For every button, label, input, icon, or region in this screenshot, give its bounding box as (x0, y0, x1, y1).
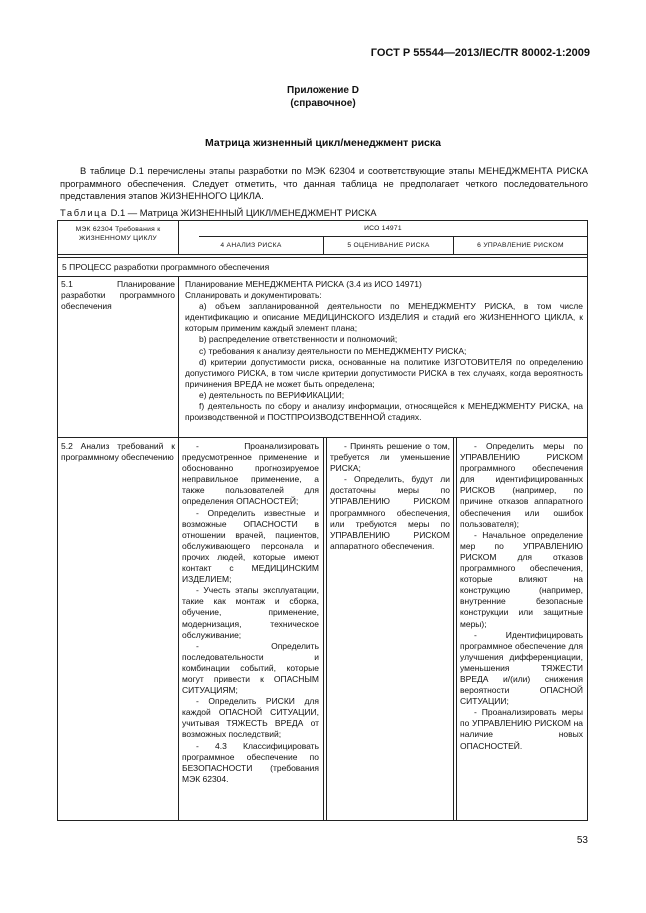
row-5-1-item: с) требования к анализу деятельности по МЕНЕДЖМЕНТУ РИСКА; (199, 345, 467, 356)
standard-number: ГОСТ Р 55544—2013/IEC/TR 80002-1:2009 (370, 47, 590, 59)
control-item: - Определить меры по УПРАВЛЕНИЮ РИСКОМ программного обеспечения для идентифицированных РИСКОВ (например, по причине отказов аппаратного обеспечения или ошибок пользователя); (460, 441, 583, 529)
header-iso-14971: ИСО 14971 (364, 225, 402, 232)
analysis-item: - Учесть этапы эксплуатации, такие как монтаж и сборка, обучение, применение, модернизация, техническое обслуживание; (182, 585, 319, 640)
table-rule (323, 437, 324, 821)
annex-subtitle: (справочное) (290, 98, 356, 109)
evaluation-item: - Определить, будут ли достаточны меры по УПРАВЛЕНИЮ РИСКОМ программного обеспечения, или требуются меры по УПРАВЛЕНИЮ РИСКОМ аппаратного обеспечения. (330, 474, 450, 551)
header-risk-control: 6 УПРАВЛЕНИЕ РИСКОМ (477, 242, 564, 249)
table-rule (456, 437, 457, 821)
analysis-item: - Определить известные и возможные ОПАСНОСТИ в отношении врачей, пациентов, обслуживающего персонала и прочих людей, которые имеют контакт с МЕДИЦИНСКИМ ИЗДЕЛИЕМ; (182, 507, 319, 585)
header-iec-62304: МЭК 62304 Требования к ЖИЗНЕННОМУ ЦИКЛУ (75, 226, 161, 242)
table-caption (60, 207, 377, 218)
row-5-2-label: 5.2 Анализ требований к программному обеспечению (61, 441, 175, 463)
row-5-1-item: а) объем запланированной деятельности по МЕНЕДЖМЕНТУ РИСКА, в том числе идентификацию и описание МЕДИЦИНСКОГО ИЗДЕЛИЯ и стадий его ЖИЗНЕННОГО ЦИКЛА, к которым применим каждый элемент плана; (185, 301, 583, 334)
table-rule (453, 437, 454, 821)
control-item: - Проанализировать меры по УПРАВЛЕНИЮ РИСКОМ на наличие новых ОПАСНОСТЕЙ. (460, 707, 583, 751)
row-5-1-lead: Спланировать и документировать: (185, 290, 322, 301)
lifecycle-risk-matrix-table (57, 220, 588, 821)
control-item: - Начальное определение мер по УПРАВЛЕНИЮ РИСКОМ для отказов программного обеспечения, которые влияют на конструкцию (например, внутренние безопасные конструкции или защитные меры); (460, 529, 583, 629)
analysis-item: - Определить РИСКИ для каждой ОПАСНОЙ СИТУАЦИИ, учитывая ТЯЖЕСТЬ ВРЕДА от возможных последствий; (182, 696, 319, 740)
header-risk-evaluation: 5 ОЦЕНИВАНИЕ РИСКА (347, 242, 430, 249)
table-rule (587, 220, 588, 821)
row-5-1-item: b) распределение ответственности и полномочий; (199, 334, 398, 345)
table-rule (57, 220, 58, 821)
row-5-2-risk-analysis (182, 441, 319, 785)
table-rule (178, 276, 179, 821)
table-rule (199, 236, 588, 237)
section-row-label: 5 ПРОЦЕСС разработки программного обеспечения (62, 262, 270, 272)
table-caption-label: Таблица (60, 207, 108, 218)
table-rule (57, 220, 588, 221)
analysis-item: - Проанализировать предусмотренное применение и обоснованно прогнозируемое неправильное применение, а также пользователей для определения ОПАСНОСТЕЙ; (182, 441, 319, 507)
document-title: Матрица жизненный цикл/менеджмент риска (205, 137, 441, 149)
table-rule (326, 437, 327, 821)
table-caption-text: D.1 — Матрица ЖИЗНЕННЫЙ ЦИКЛ/МЕНЕДЖМЕНТ РИСКА (107, 207, 377, 218)
intro-paragraph: В таблице D.1 перечислены этапы разработки по МЭК 62304 и соответствующие этапы МЕНЕДЖМЕНТА РИСКА программного обеспечения. Следует отметить, что данная таблица не предполагает четкого последовательного представления этапов ЖИЗНЕННОГО ЦИКЛА. (60, 165, 588, 201)
evaluation-item: - Принять решение о том, требуется ли уменьшение РИСКА; (330, 441, 450, 474)
analysis-item: - 4.3 Классифицировать программное обеспечение по БЕЗОПАСНОСТИ (требования МЭК 62304. (182, 740, 319, 784)
row-5-1-item: d) критерии допустимости риска, основанные на политике ИЗГОТОВИТЕЛЯ по определению допустимого РИСКА, в том числе критерии допустимости РИСКА в тех случаях, когда вероятность причинения ВРЕДА не может быть определена; (185, 356, 583, 389)
table-rule (57, 254, 588, 255)
row-5-2-risk-evaluation (330, 441, 450, 552)
row-5-1-item: е) деятельность по ВЕРИФИКАЦИИ; (199, 389, 345, 400)
table-rule (57, 276, 588, 277)
row-5-1-item: f) деятельность по сбору и анализу информации, относящейся к МЕНЕДЖМЕНТУ РИСКА, на производственной и ПОСТПРОИЗВОДСТВЕННОЙ стадиях. (185, 401, 583, 423)
row-5-2-risk-control (460, 441, 583, 752)
row-5-1-content (185, 279, 583, 423)
header-risk-analysis: 4 АНАЛИЗ РИСКА (220, 242, 282, 249)
page-number: 53 (576, 835, 588, 846)
row-5-1-title: Планирование МЕНЕДЖМЕНТА РИСКА (3.4 из ИСО 14971) (185, 279, 422, 289)
table-rule (57, 257, 588, 258)
analysis-item: - Определить последовательности и комбинации событий, которые могут привести к ОПАСНЫМ СИТУАЦИЯМ; (182, 640, 319, 696)
row-5-1-label: 5.1 Планирование разработки программного обеспечения (61, 279, 175, 312)
control-item: - Идентифицировать программное обеспечение для улучшения дифференциации, уменьшения ТЯЖЕСТИ ВРЕДА и/(или) снижения вероятности ОПАСНОЙ СИТУАЦИИ; (460, 629, 583, 707)
annex-title: Приложение D (287, 85, 359, 96)
